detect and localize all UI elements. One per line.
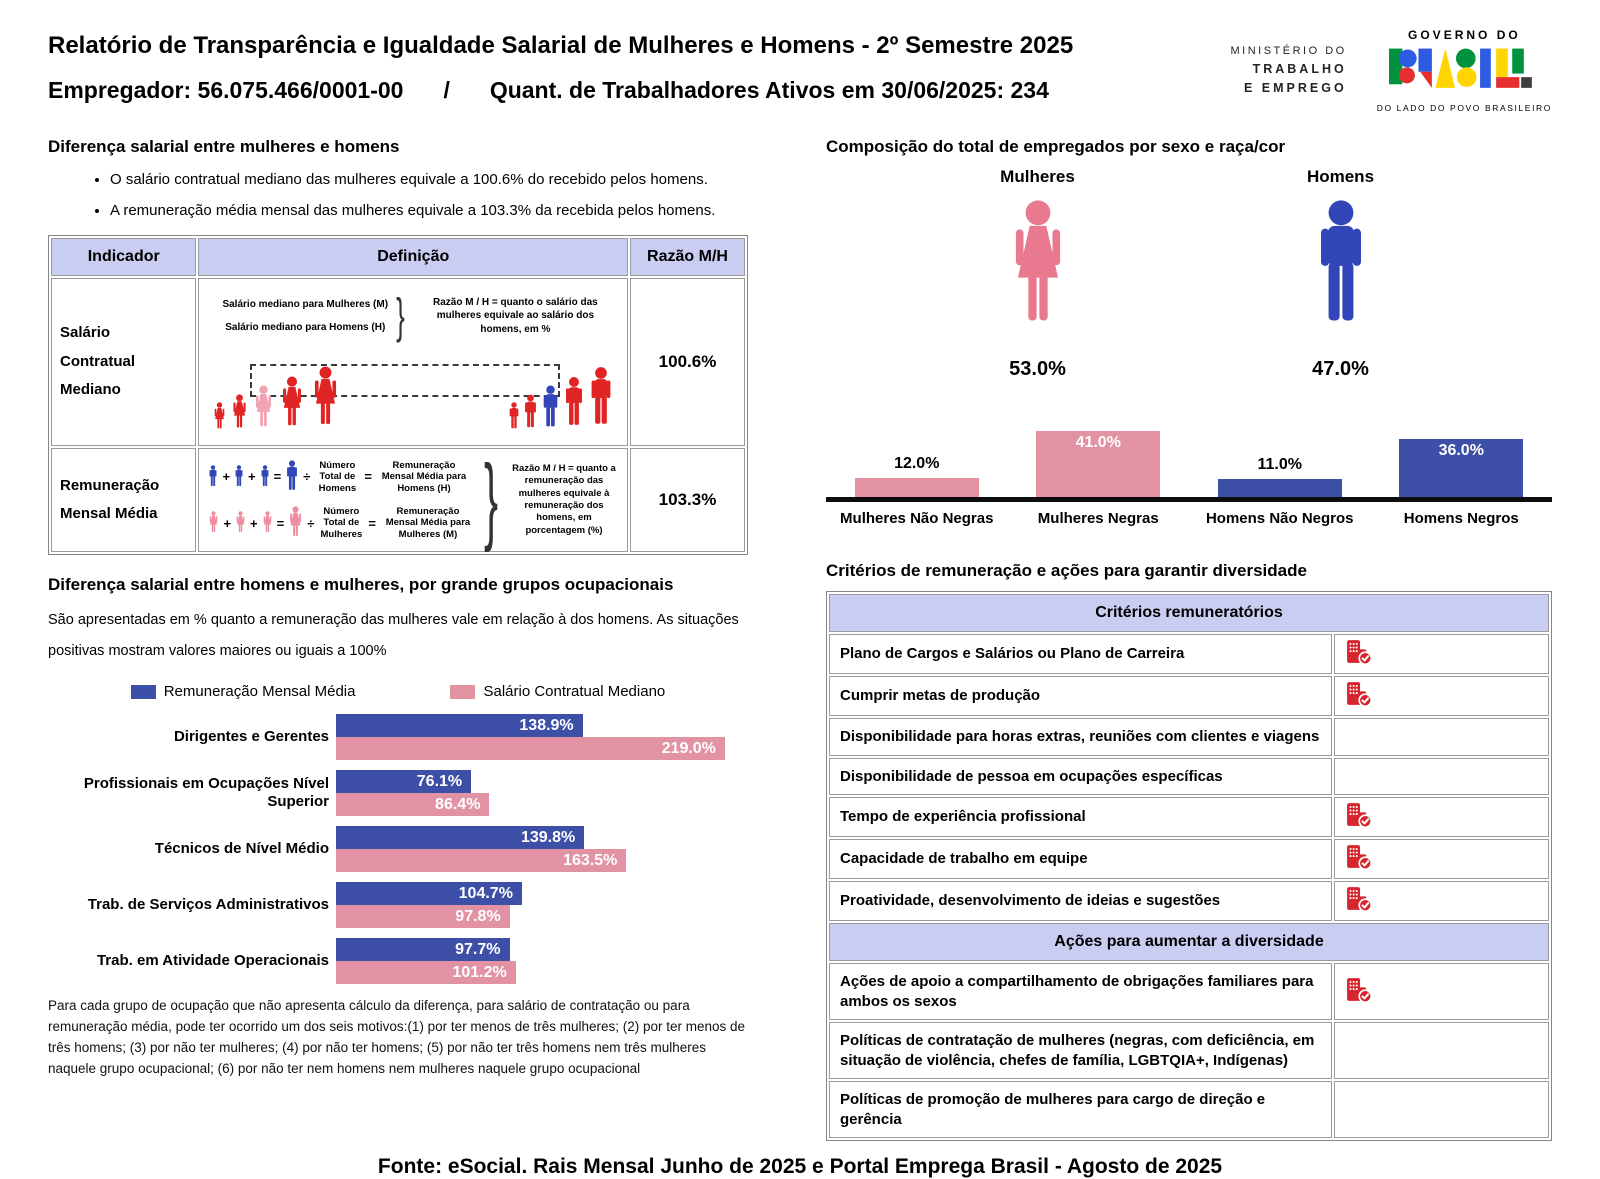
man-figure-icon	[260, 465, 270, 489]
man-figure-icon	[523, 394, 538, 432]
gov-logo-top-text: GOVERNO DO	[1408, 28, 1521, 42]
sex-composition-figures	[826, 167, 1552, 381]
legend-swatch-pink	[450, 685, 475, 699]
diagram-ratio-text-median: Razão M / H = quanto o salário das mulheres equivale ao salário dos homens, em %	[432, 296, 598, 335]
criteria-title: Critérios de remuneração e ações para garantir diversidade	[826, 561, 1307, 580]
building-check-icon	[1345, 843, 1372, 870]
bar-remuneracao	[336, 938, 510, 961]
race-bar-value-label: 12.0%	[894, 454, 940, 472]
legend-swatch-blue	[131, 685, 156, 699]
criteria-label: Ações de apoio a compartilhamento de obrigações familiares para ambos os sexos	[829, 963, 1332, 1020]
criteria-label: Cumprir metas de produção	[829, 676, 1332, 716]
indicator-label-median: Salário Contratual Mediano	[51, 278, 196, 446]
bar-value-label: 97.8%	[455, 907, 501, 925]
ministry-labor-logo	[1230, 43, 1346, 99]
bar-value-label: 138.9%	[519, 716, 574, 734]
man-figure-icon	[588, 366, 614, 432]
race-chart-bar	[1399, 439, 1523, 497]
woman-figure-icon	[235, 511, 246, 535]
occupational-chart-subtitle: São apresentadas em % quanto a remuneração das mulheres vale em relação à dos homens. As situações positivas mostram valores maiores ou iguais a 100%	[48, 612, 739, 660]
criteria-label: Proatividade, desenvolvimento de ideias e sugestões	[829, 881, 1332, 921]
occupational-chart-row	[48, 826, 748, 872]
race-bar-value-label: 11.0%	[1257, 456, 1302, 474]
brace-glyph: }	[396, 286, 405, 344]
woman-figure-large-icon	[288, 506, 303, 540]
page-title: Relatório de Transparência e Igualdade Salarial de Mulheres e Homens - 2º Semestre 2025	[48, 32, 1074, 59]
man-figure-icon	[234, 465, 244, 489]
composition-title: Composição do total de empregados por sexo e raça/cor	[826, 137, 1286, 156]
criteria-label: Capacidade de trabalho em equipe	[829, 839, 1332, 879]
col-header-definicao: Definição	[198, 238, 628, 276]
criteria-checked-cell	[1334, 839, 1549, 879]
occupational-chart-section	[48, 575, 748, 1080]
table-row-average-pay	[51, 448, 745, 552]
median-figures-diagram	[208, 344, 618, 432]
report-header	[0, 0, 1600, 113]
brasil-logo-graphic	[1380, 45, 1548, 95]
criteria-empty-cell	[1334, 1081, 1549, 1138]
race-chart-bar	[1218, 456, 1342, 497]
criteria-empty-cell	[1334, 758, 1549, 796]
women-average-equation	[208, 506, 476, 540]
composition-women-value: 53.0%	[1009, 358, 1066, 380]
indicator-table-header-row	[51, 238, 745, 276]
definition-diagram-average	[198, 444, 628, 553]
occupational-bars-group	[336, 826, 748, 872]
bar-remuneracao	[336, 770, 471, 793]
legend-item-blue	[131, 683, 356, 700]
plus-sign: +	[250, 515, 258, 531]
criteria-label: Disponibilidade para horas extras, reuniões com clientes e viagens	[829, 718, 1332, 756]
ministry-logo-line3: E EMPREGO	[1244, 81, 1347, 96]
criteria-section-header-row	[829, 594, 1549, 632]
chart-baseline	[826, 497, 1552, 502]
bar-value-label: 104.7%	[458, 884, 513, 902]
woman-figure-icon	[262, 511, 273, 535]
indicator-table	[48, 235, 748, 555]
criteria-row	[829, 1081, 1549, 1138]
woman-figure-icon	[278, 376, 306, 432]
occupational-chart-row	[48, 714, 748, 760]
building-check-icon	[1345, 976, 1372, 1003]
ministry-logo-line1: MINISTÉRIO DO	[1230, 44, 1347, 57]
ratio-value-average: 103.3%	[630, 448, 745, 552]
criteria-table	[826, 591, 1552, 1141]
bar-salario	[336, 905, 510, 928]
criteria-row	[829, 718, 1549, 756]
occupational-chart-title: Diferença salarial entre homens e mulheres, por grande grupos ocupacionais	[48, 575, 674, 594]
man-pictogram-icon	[1313, 199, 1369, 337]
race-chart-bar	[1036, 431, 1160, 497]
bullet-median-salary: • O salário contratual mediano das mulheres equivale a 100.6% do recebido pelos homens.	[110, 171, 748, 188]
criteria-checked-cell	[1334, 963, 1549, 1020]
composition-women	[938, 167, 1138, 381]
occupational-category-label: Técnicos de Nível Médio	[154, 839, 329, 857]
race-chart-category-label: Mulheres Não Negras	[840, 510, 994, 527]
header-logos	[1230, 28, 1552, 113]
chart-legend	[48, 683, 748, 700]
definition-diagram-median	[198, 278, 628, 446]
equals-sign: =	[273, 469, 282, 485]
race-chart-category-label: Homens Não Negros	[1205, 510, 1354, 527]
criteria-row	[829, 676, 1549, 716]
col-header-razao: Razão M/H	[630, 238, 745, 276]
woman-figure-icon	[212, 402, 227, 432]
race-chart-bar	[855, 454, 979, 497]
criteria-checked-cell	[1334, 634, 1549, 674]
source-footer: Fonte: eSocial. Rais Mensal Junho de 2025 e Portal Emprega Brasil - Agosto de 2025	[377, 1155, 1223, 1178]
header-titles	[48, 26, 1073, 104]
gov-logo-bottom-text: DO LADO DO POVO BRASILEIRO	[1376, 103, 1552, 113]
criteria-row	[829, 839, 1549, 879]
ministry-logo-line2: TRABALHO	[1252, 61, 1347, 76]
bar-remuneracao	[336, 826, 584, 849]
diagram-ratio-text-average: Razão M / H = quanto a remuneração das mulheres equivale à remuneração dos homens, em porcentagem (%)	[512, 462, 616, 536]
men-figures-group	[508, 366, 614, 432]
bullet-average-pay: • A remuneração média mensal das mulheres equivale a 103.3% da recebida pelos homens.	[110, 202, 748, 219]
women-figures-group	[212, 366, 342, 432]
criteria-row	[829, 797, 1549, 837]
women-divisor-text: Número Total de Mulheres	[320, 506, 363, 540]
occupational-category-label: Dirigentes e Gerentes	[173, 727, 329, 745]
composition-men-value: 47.0%	[1312, 358, 1369, 380]
occupational-chart-row	[48, 770, 748, 816]
criteria-label: Políticas de promoção de mulheres para cargo de direção e gerência	[829, 1081, 1332, 1138]
criteria-label: Tempo de experiência profissional	[829, 797, 1332, 837]
men-divisor-text: Número Total de Homens	[318, 459, 357, 494]
salary-diff-bullets	[110, 171, 748, 219]
table-row-median-salary	[51, 278, 745, 446]
men-average-equation	[208, 460, 476, 494]
race-bar-value-label: 36.0%	[1438, 442, 1484, 460]
race-chart-column	[1008, 431, 1190, 497]
employer-line	[48, 77, 1073, 104]
equals-sign: =	[364, 469, 372, 485]
race-chart-column	[1189, 456, 1371, 497]
legend-label-blue: Remuneração Mensal Média	[163, 683, 356, 701]
equals-sign: =	[368, 515, 376, 531]
criteria-row	[829, 963, 1549, 1020]
bar-salario	[336, 961, 516, 984]
race-chart-column	[1371, 439, 1553, 497]
left-column	[48, 137, 748, 1141]
occupational-bars-group	[336, 938, 748, 984]
occupational-bar-chart	[48, 714, 748, 984]
legend-item-pink	[450, 683, 665, 700]
bar-value-label: 101.2%	[452, 963, 507, 981]
brace-glyph: }	[483, 444, 498, 553]
building-check-icon	[1345, 801, 1372, 828]
composition-men-label: Homens	[1306, 167, 1375, 186]
criteria-row	[829, 758, 1549, 796]
criteria-section	[826, 561, 1552, 1141]
criteria-checked-cell	[1334, 797, 1549, 837]
man-figure-median-icon	[541, 385, 560, 432]
occupational-category-label: Trab. em Atividade Operacionais	[96, 951, 329, 969]
divide-sign: ÷	[303, 469, 311, 485]
criteria-empty-cell	[1334, 1022, 1549, 1079]
criteria-section-header-row	[829, 923, 1549, 961]
criteria-row	[829, 1022, 1549, 1079]
occupational-footnote: Para cada grupo de ocupação que não apresenta cálculo da diferença, para salário de contratação ou para remuneração média, pode ter ocorrido um dos seis motivos:(1) por ter menos de três mulheres; (2) por ter menos de três homens; (3) por não ter mulheres; (4) por não ter homens; (5) por não ter três homens nem três mulheres naquele grupo ocupacional; (6) por não ter nem homens nem mulheres naquele grupo ocupacional	[48, 998, 746, 1077]
bar-salario	[336, 849, 626, 872]
criteria-checked-cell	[1334, 881, 1549, 921]
bar-value-label: 97.7%	[455, 940, 501, 958]
diagram-label-women-median: Salário mediano para Mulheres (M)	[222, 299, 389, 310]
men-result-text: Remuneração Mensal Média para Homens (H)	[381, 459, 467, 494]
governo-brasil-logo	[1377, 28, 1552, 113]
race-chart-category-label: Mulheres Negras	[1037, 510, 1159, 527]
woman-figure-icon	[230, 394, 249, 432]
man-figure-icon	[563, 376, 585, 432]
indicator-label-average: Remuneração Mensal Média	[51, 448, 196, 552]
woman-figure-icon	[208, 511, 219, 535]
man-figure-icon	[508, 402, 520, 432]
composition-women-label: Mulheres	[1000, 167, 1075, 186]
race-chart-category-label: Homens Negros	[1403, 510, 1519, 527]
race-composition-chart	[826, 425, 1552, 527]
active-workers-count: Quant. de Trabalhadores Ativos em 30/06/2025: 234	[489, 77, 1049, 103]
occupational-chart-row	[48, 882, 748, 928]
occupational-bars-group	[336, 770, 748, 816]
man-figure-icon	[208, 465, 218, 489]
plus-sign: +	[223, 515, 232, 531]
criteria-section-header: Ações para aumentar a diversidade	[829, 923, 1549, 961]
bar-salario	[336, 737, 725, 760]
woman-figure-icon	[309, 366, 342, 432]
bar-remuneracao	[336, 882, 522, 905]
bar-remuneracao	[336, 714, 583, 737]
salary-diff-title: Diferença salarial entre mulheres e homens	[48, 137, 400, 156]
ratio-value-median: 100.6%	[630, 278, 745, 446]
occupational-bars-group	[336, 714, 748, 760]
criteria-checked-cell	[1334, 676, 1549, 716]
plus-sign: +	[248, 469, 256, 485]
criteria-label: Plano de Cargos e Salários ou Plano de Carreira	[829, 634, 1332, 674]
criteria-row	[829, 634, 1549, 674]
women-result-text: Remuneração Mensal Média para Mulheres (M)	[385, 506, 471, 540]
occupational-chart-row	[48, 938, 748, 984]
criteria-label: Disponibilidade de pessoa em ocupações específicas	[829, 758, 1332, 796]
building-check-icon	[1345, 680, 1372, 707]
occupational-category-label: Profissionais em Ocupações Nível Superior	[83, 774, 329, 811]
separator-slash: /	[443, 77, 450, 103]
criteria-label: Políticas de contratação de mulheres (negras, com deficiência, em situação de violência, chefes de família, LGBTQIA+, Indígenas)	[829, 1022, 1332, 1079]
employer-id: Empregador: 56.075.466/0001-00	[48, 77, 404, 103]
woman-pictogram-icon	[1007, 199, 1069, 337]
race-chart-column	[826, 454, 1008, 497]
criteria-section-header: Critérios remuneratórios	[829, 594, 1549, 632]
main-grid	[0, 137, 1600, 1141]
col-header-indicador: Indicador	[51, 238, 196, 276]
criteria-empty-cell	[1334, 718, 1549, 756]
bar-value-label: 86.4%	[435, 795, 481, 813]
composition-men	[1241, 167, 1441, 381]
bar-value-label: 139.8%	[520, 828, 576, 846]
man-figure-large-icon	[285, 460, 299, 494]
building-check-icon	[1345, 885, 1372, 912]
occupational-bars-group	[336, 882, 748, 928]
bar-salario	[336, 793, 489, 816]
woman-figure-median-icon	[252, 385, 275, 432]
bar-value-label: 76.1%	[416, 772, 463, 790]
occupational-category-label: Trab. de Serviços Administrativos	[87, 895, 329, 913]
bar-value-label: 219.0%	[661, 739, 716, 757]
right-column	[826, 137, 1552, 1141]
bar-value-label: 163.5%	[563, 851, 618, 869]
building-check-icon	[1345, 638, 1372, 665]
divide-sign: ÷	[307, 515, 315, 531]
plus-sign: +	[222, 469, 231, 485]
race-bar-value-label: 41.0%	[1075, 434, 1121, 452]
legend-label-pink: Salário Contratual Mediano	[483, 683, 666, 701]
equals-sign: =	[276, 515, 285, 531]
criteria-row	[829, 881, 1549, 921]
diagram-label-men-median: Salário mediano para Homens (H)	[225, 322, 386, 333]
